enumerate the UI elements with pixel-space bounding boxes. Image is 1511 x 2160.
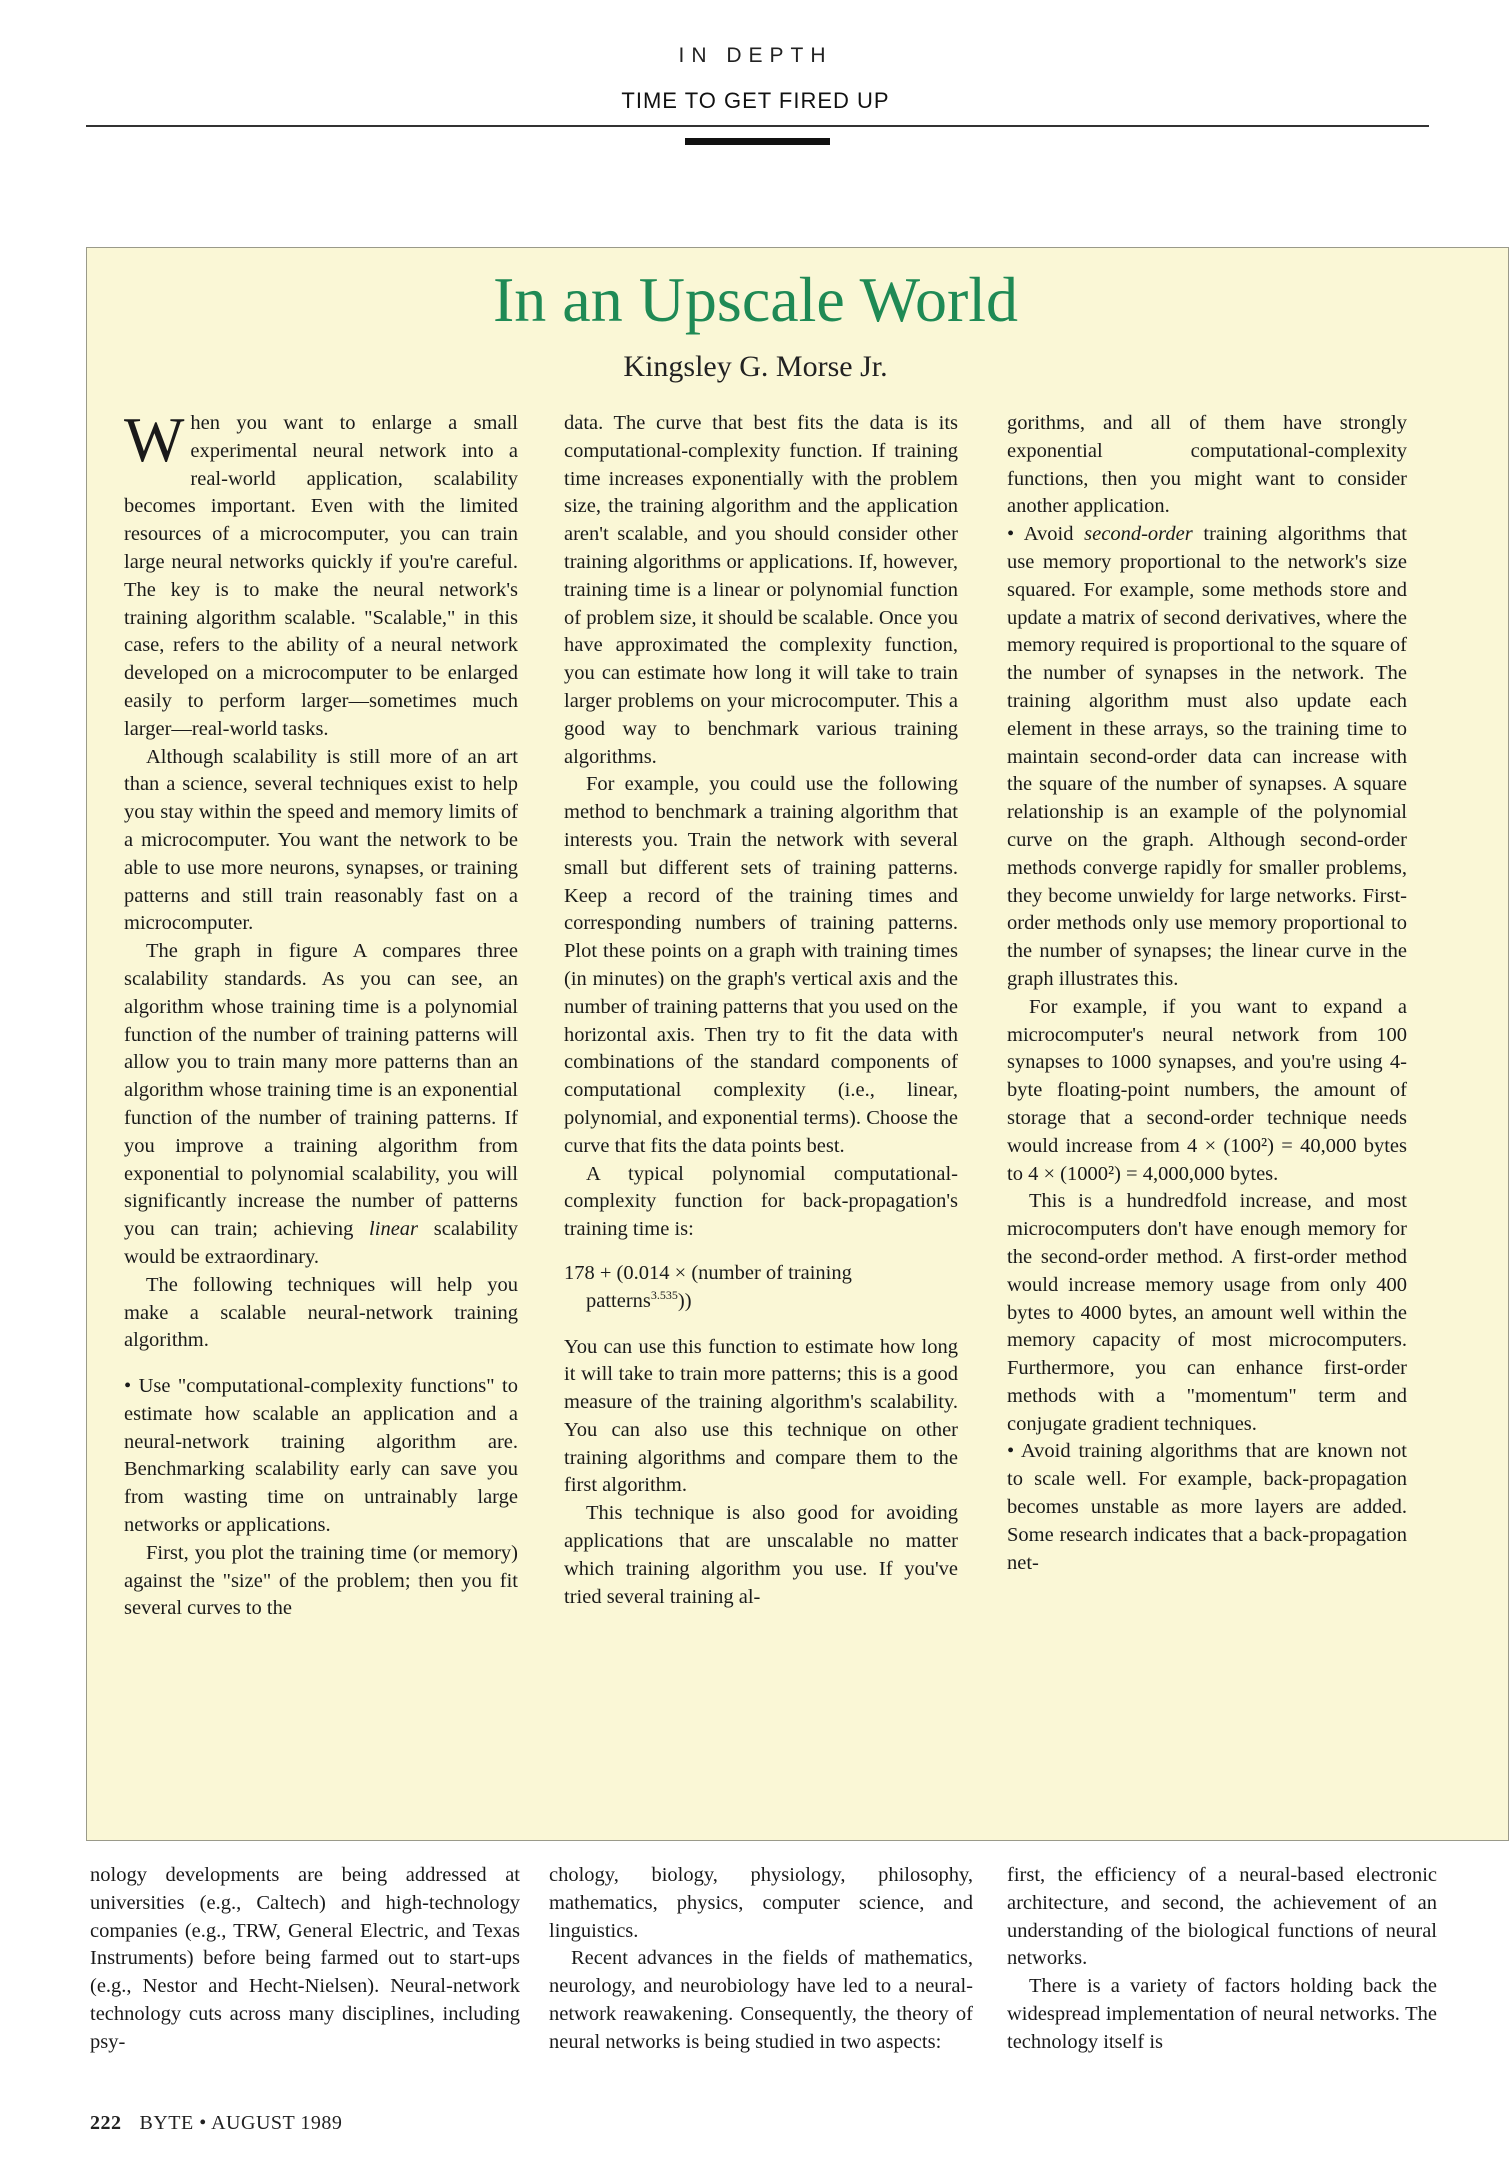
paragraph: gorithms, and all of them have strongly exponential computational-complexity functions, then you might want to consider another application. [1007,412,1407,518]
sidebar-column-3 [1007,410,1407,1577]
page-footer [90,2112,342,2135]
paragraph: You can use this function to estimate how long it will take to train more patterns; this is a good measure of the training algorithm's scalability. You can also use this technique on other training algorithms and compare them to the first algorithm. [564,1335,958,1497]
paragraph: data. The curve that best fits the data is its computational-complexity function. If training time increases exponentially with the problem size, the training algorithm and the application aren't scalable, and you should consider other training algorithms or applications. If, however, training time is a linear or polynomial function of problem size, it should be scalable. Once you have approximated the complexity function, you can estimate how long it will take to train larger problems on your microcomputer. This a good way to benchmark various training algorithms. [564,412,958,768]
header-rule [86,125,1429,127]
paragraph: chology, biology, physiology, philosophy, mathematics, physics, computer science, and linguistics. [549,1864,973,1942]
main-column-3 [1007,1862,1437,2057]
paragraph: first, the efficiency of a neural-based electronic architecture, and second, the achievement of an understanding of the biological functions of neural networks. [1007,1864,1437,1970]
main-column-1 [90,1862,520,2057]
bullet-paragraph: • Use "computational-complexity functions" to estimate how scalable an application and a neural-network training algorithm are. Benchmarking scalability early can save you from wasting time on untrainably large networks or applications. [124,1375,518,1537]
page-number: 222 [90,2112,122,2134]
bullet-paragraph: • Avoid second-order training algorithms that use memory proportional to the network's size squared. For example, some methods store and update a matrix of second derivatives, where the memory required is proportional to the square of the number of synapses in the network. The training algorithm must also update each element in these arrays, so the training time to maintain second-order data can increase with the square of the number of synapses. A square relationship is an example of the polynomial curve on the graph. Although second-order methods converge rapidly for smaller problems, they become unwieldy for large networks. First-order methods only use memory proportional to the number of synapses; the linear curve in the graph illustrates this. [1007,523,1407,990]
paragraph: First, you plot the training time (or memory) against the "size" of the problem; then you fit several curves to the [124,1541,518,1620]
sidebar-column-2 [564,410,958,1611]
paragraph: This is a hundredfold increase, and most microcomputers don't have enough memory for the second-order method. A first-order method would increase memory usage from only 400 bytes to 4000 bytes, an amount well within the memory capacity of most microcomputers. Furthermore, you can enhance first-order methods with a "momentum" term and conjugate gradient techniques. [1007,1190,1407,1435]
paragraph: This technique is also good for avoiding applications that are unscalable no matter which training algorithm you use. If you've tried several training al- [564,1502,958,1608]
section-kicker: IN DEPTH [678,44,833,67]
paragraph: Although scalability is still more of an art than a science, several techniques exist to help you stay within the speed and memory limits of a microcomputer. You want the network to be able to use more neurons, synapses, or training patterns and still train reasonably fast on a microcomputer. [124,745,518,935]
paragraph: When you want to enlarge a small experimental neural network into a real-world application, scalability becomes important. Even with the limited resources of a microcomputer, you can train large neural networks quickly if you're careful. The key is to make the neural network's training algorithm scalable. "Scalable," in this case, refers to the ability of a neural network developed on a microcomputer to be enlarged easily to perform larger—sometimes much larger—real-world tasks. [124,404,518,740]
paragraph: There is a variety of factors holding back the widespread implementation of neural networks. The technology itself is [1007,1975,1437,2053]
paragraph: For example, you could use the following method to benchmark a training algorithm that interests you. Train the network with several small but different sets of training patterns. Keep a record of the training times and corresponding numbers of training patterns. Plot these points on a graph with training times (in minutes) on the graph's vertical axis and the number of training patterns that you used on the horizontal axis. Then try to fit the data with combinations of the standard components of computational complexity (i.e., linear, polynomial, and exponential terms). Choose the curve that fits the data points best. [564,773,958,1157]
paragraph: The graph in figure A compares three scalability standards. As you can see, an algorithm whose training time is a polynomial function of the number of training patterns will allow you to train many more patterns than an algorithm whose training time is an exponential function of the number of training patterns. If you improve a training algorithm from exponential to polynomial scalability, you will significantly increase the number of patterns you can train; achieving linear scalability would be extraordinary. [124,940,518,1268]
bullet-paragraph: • Avoid training algorithms that are known not to scale well. For example, back-propagation becomes unstable as more layers are added. Some research indicates that a back-propagation net- [1007,1440,1407,1574]
complexity-formula: 178 + (0.014 × (number of training patterns$^{3.535}$)) [564,1261,852,1312]
sidebar-column-1 [124,404,518,1623]
paragraph: For example, if you want to expand a microcomputer's neural network from 100 synapses to 1000 synapses, and you're using 4-byte floating-point numbers, the amount of storage that a second-order technique needs would increase from 4 × (100²) = 40,000 bytes to 4 × (1000²) = 4,000,000 bytes. [1007,995,1407,1185]
paragraph: nology developments are being addressed at universities (e.g., Caltech) and high-technology companies (e.g., TRW, General Electric, and Texas Instruments) before being farmed out to start-ups (e.g., Nestor and Hecht-Nielsen). Neural-network technology cuts across many disciplines, including psy- [90,1864,520,2053]
paragraph: A typical polynomial computational-complexity function for back-propagation's training time is: [564,1162,958,1241]
sidebar-byline: Kingsley G. Morse Jr. [623,350,888,383]
paragraph: The following techniques will help you make a scalable neural-network training algorithm. [124,1273,518,1352]
publication-line: BYTE • AUGUST 1989 [139,2112,343,2134]
main-column-2 [549,1862,973,2057]
running-head-title: TIME TO GET FIRED UP [621,88,890,113]
sidebar-title: In an Upscale World [492,264,1019,335]
paragraph: Recent advances in the fields of mathematics, neurology, and neurobiology have led to a neural-network reawakening. Consequently, the theory of neural networks is being studied in two aspects: [549,1947,973,2053]
header-accent-bar [685,138,830,145]
drop-cap: W [124,404,185,475]
